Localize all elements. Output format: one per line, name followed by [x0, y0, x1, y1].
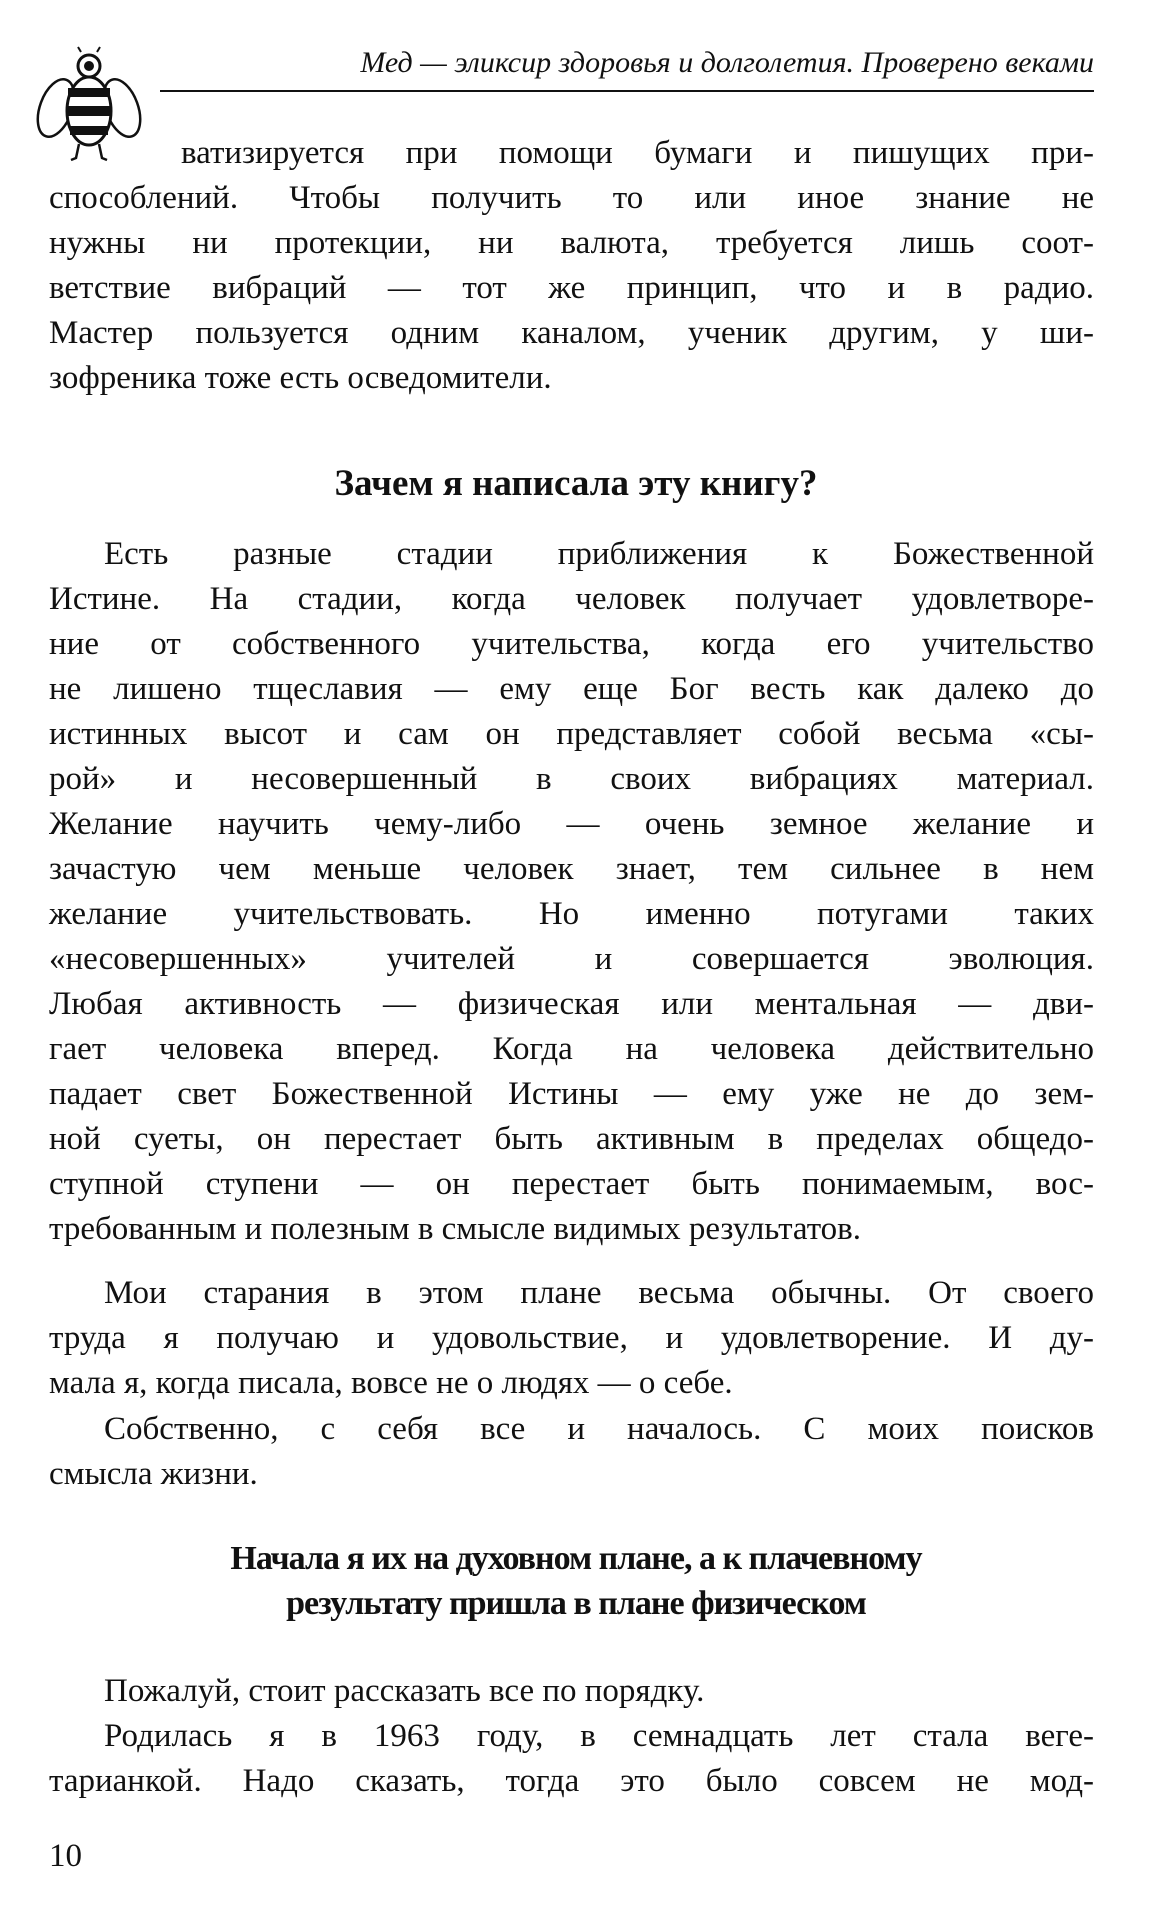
text-line: истинных высот и сам он представляет собой весьма «сы-: [49, 716, 1094, 752]
bee-icon: [34, 46, 144, 164]
text-line: рой» и несовершенный в своих вибрациях материал.: [49, 761, 1094, 797]
text-line: Мастер пользуется одним каналом, ученик другим, у ши-: [49, 315, 1094, 351]
section-heading-line-2: результату пришла в плане физическом: [286, 1585, 866, 1622]
text-line: требованным и полезным в смысле видимых результатов.: [49, 1211, 862, 1247]
text-line: мала я, когда писала, вовсе не о людях — о себе.: [49, 1365, 733, 1401]
text-line: зачастую чем меньше человек знает, тем сильнее в нем: [49, 851, 1094, 887]
text-line: Есть разные стадии приближения к Божественной: [104, 536, 1094, 572]
text-line: ступной ступени — он перестает быть понимаемым, вос-: [49, 1166, 1094, 1202]
text-line: Истине. На стадии, когда человек получает удовлетворе-: [49, 581, 1094, 617]
text-line: не лишено тщеславия — ему еще Бог весть как далеко до: [49, 671, 1094, 707]
text-line: смысла жизни.: [49, 1456, 258, 1492]
text-line: ние от собственного учительства, когда его учительство: [49, 626, 1094, 662]
text-line: нужны ни протекции, ни валюта, требуется лишь соот-: [49, 225, 1094, 261]
text-line: гает человека вперед. Когда на человека действительно: [49, 1031, 1094, 1067]
text-line: тарианкой. Надо сказать, тогда это было совсем не мод-: [49, 1763, 1094, 1799]
text-line: Желание научить чему-либо — очень земное желание и: [49, 806, 1094, 842]
text-line: ной суеты, он перестает быть активным в пределах общедо-: [49, 1121, 1094, 1157]
text-line: Любая активность — физическая или ментальная — дви-: [49, 986, 1094, 1022]
text-line: труда я получаю и удовольствие, и удовлетворение. И ду-: [49, 1320, 1094, 1356]
running-header: Мед — эликсир здоровья и долголетия. Проверено веками: [360, 46, 1094, 79]
page-number: 10: [49, 1838, 82, 1874]
text-line: ветствие вибраций — тот же принцип, что и в радио.: [49, 270, 1094, 306]
section-heading: Зачем я написала эту книгу?: [334, 463, 818, 504]
text-line: «несовершенных» учителей и совершается эволюция.: [49, 941, 1094, 977]
header-rule: [160, 90, 1094, 92]
text-line: ватизируется при помощи бумаги и пишущих при-: [181, 135, 1094, 171]
text-line: падает свет Божественной Истины — ему уже не до зем-: [49, 1076, 1094, 1112]
section-heading-line-1: Начала я их на духовном плане, а к плачевному: [230, 1540, 922, 1577]
text-line: Собственно, с себя все и началось. С моих поисков: [104, 1411, 1094, 1447]
text-line: желание учительствовать. Но именно потугами таких: [49, 896, 1094, 932]
text-line: зофреника тоже есть осведомители.: [49, 360, 552, 396]
text-line: Пожалуй, стоит рассказать все по порядку.: [104, 1673, 705, 1709]
text-line: способлений. Чтобы получить то или иное знание не: [49, 180, 1094, 216]
text-line: Родилась я в 1963 году, в семнадцать лет стала веге-: [104, 1718, 1094, 1754]
text-line: Мои старания в этом плане весьма обычны. От своего: [104, 1275, 1094, 1311]
